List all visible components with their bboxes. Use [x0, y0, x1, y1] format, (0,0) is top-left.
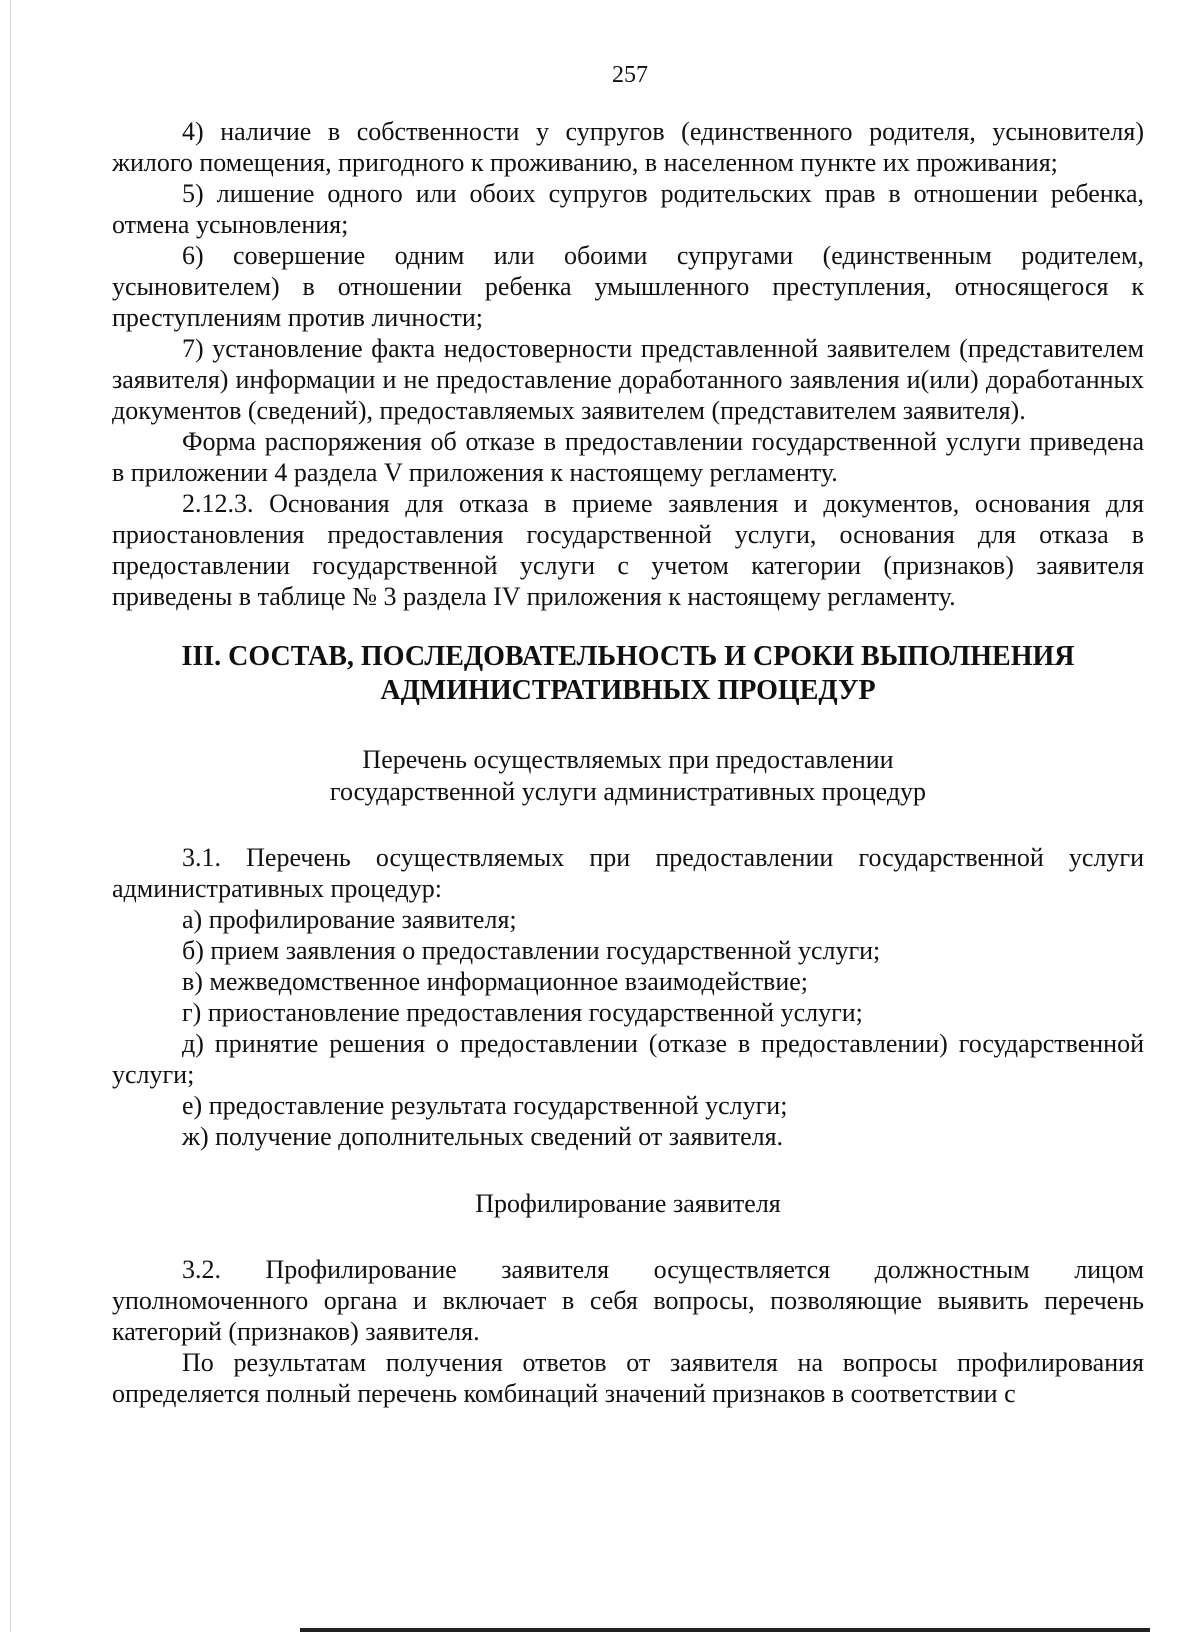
paragraph-profiling-results: По результатам получения ответов от заявителя на вопросы профилирования определяется полный перечень комбинаций значений признаков в соответствии с: [112, 1348, 1144, 1408]
section-heading-line-2: АДМИНИСТРАТИВНЫХ ПРОЦЕДУР: [380, 675, 876, 706]
list-item-g: г) приостановление предоставления государственной услуги;: [182, 998, 863, 1027]
subheading-line-2: государственной услуги административных процедур: [329, 777, 927, 806]
procedures-list-subheading: [112, 744, 1144, 808]
list-item-d: д) принятие решения о предоставлении (отказе в предоставлении) государственной услуги;: [112, 1029, 1144, 1089]
paragraph-3-2: 3.2. Профилирование заявителя осуществляется должностным лицом уполномоченного органа и включает в себя вопросы, позволяющие выявить перечень категорий (признаков) заявителя.: [112, 1255, 1144, 1346]
paragraph-3-1: 3.1. Перечень осуществляемых при предоставлении государственной услуги административных процедур:: [112, 843, 1144, 903]
section-heading-line-1: III. СОСТАВ, ПОСЛЕДОВАТЕЛЬНОСТЬ И СРОКИ ВЫПОЛНЕНИЯ: [181, 641, 1075, 672]
paragraph-item-5: 5) лишение одного или обоих супругов родительских прав в отношении ребенка, отмена усыновления;: [112, 179, 1144, 239]
paragraph-item-7: 7) установление факта недостоверности представленной заявителем (представителем заявителя) информации и не предоставление доработанного заявления и(или) доработанных документов (сведений), предоставляемых заявителем (представителем заявителя).: [112, 334, 1144, 425]
paragraph-item-6: 6) совершение одним или обоими супругами (единственным родителем, усыновителем) в отношении ребенка умышленного преступления, относящегося к преступлениям против личности;: [112, 241, 1144, 332]
list-item-v: в) межведомственное информационное взаимодействие;: [182, 967, 809, 996]
paragraph-refusal-form: Форма распоряжения об отказе в предоставлении государственной услуги приведена в приложении 4 раздела V приложения к настоящему регламенту.: [112, 427, 1144, 487]
section-heading: [112, 640, 1144, 708]
page-number: 257: [612, 62, 648, 88]
list-item-a: а) профилирование заявителя;: [182, 905, 517, 934]
list-item-zh: ж) получение дополнительных сведений от заявителя.: [182, 1122, 784, 1151]
subheading-line-1: Перечень осуществляемых при предоставлении: [362, 745, 894, 774]
profiling-subheading: Профилирование заявителя: [475, 1189, 781, 1218]
list-item-b: б) прием заявления о предоставлении государственной услуги;: [182, 936, 881, 965]
scan-margin-line: [10, 0, 11, 1632]
paragraph-item-4: 4) наличие в собственности у супругов (единственного родителя, усыновителя) жилого помещения, пригодного к проживанию, в населенном пункте их проживания;: [112, 117, 1144, 177]
paragraph-2-12-3: 2.12.3. Основания для отказа в приеме заявления и документов, основания для приостановления предоставления государственной услуги, основания для отказа в предоставлении государственной услуги с учетом категории (признаков) заявителя приведены в таблице № 3 раздела IV приложения к настоящему регламенту.: [112, 489, 1144, 611]
document-body: [112, 116, 1144, 1409]
list-item-e: е) предоставление результата государственной услуги;: [182, 1091, 788, 1120]
scan-bottom-edge: [300, 1628, 1150, 1632]
